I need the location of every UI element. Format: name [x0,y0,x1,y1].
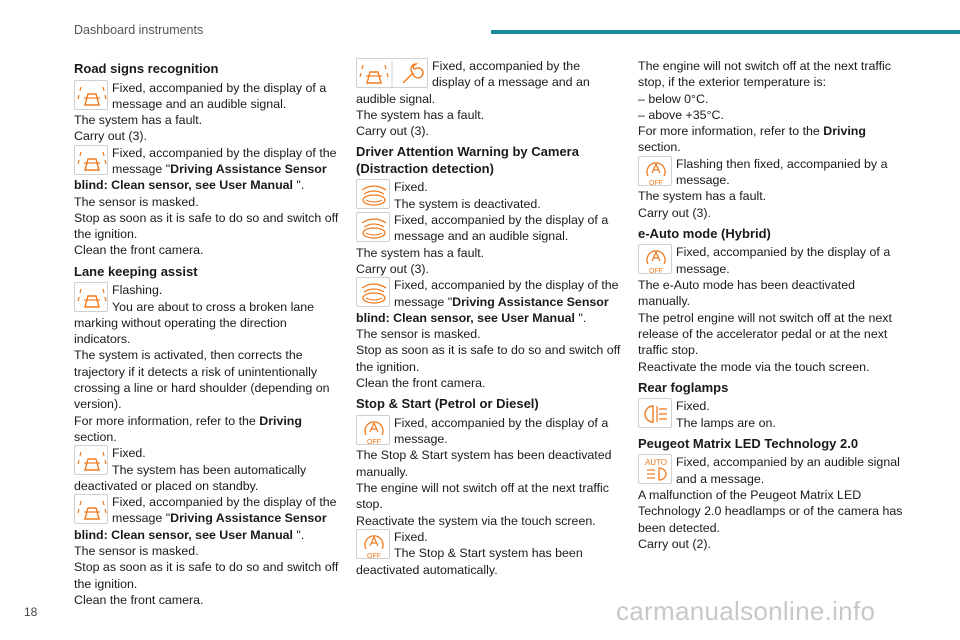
stop-start-off-icon [356,529,390,559]
section-title-stop-start: Stop & Start (Petrol or Diesel) [356,396,539,412]
lane-keeping-warning-icon [74,445,108,475]
e-auto-off-icon [638,244,672,274]
lane-fault-entry: Fixed, accompanied by the display of a message and an audible signal. [356,59,590,106]
attention-entry-masked: Fixed, accompanied by the display of the message "Driving Assistance Sensor blind: Clean sensor, see User Manual ". [356,278,619,325]
section-title-rear-foglamps: Rear foglamps [638,379,729,395]
attention-entry-fault: Fixed, accompanied by the display of a message and an audible signal. [356,212,622,245]
svg-text:AUTO: AUTO [644,458,668,468]
running-header: Dashboard instruments [74,23,204,37]
lane-entry-flashing: Flashing. You are about to cross a broken lane marking without operating the direction indicators. [74,283,315,347]
lane-keeping-warning-icon [74,282,108,312]
matrix-led-auto-icon [638,454,672,484]
eauto-entry: Fixed, accompanied by the display of a message. [638,244,904,277]
page-number: 18 [24,605,38,619]
driver-attention-icon [356,212,390,242]
startstop-entry-auto: Fixed. The Stop & Start system has been deactivated automatically. [356,529,583,577]
road-signs-entry-fault: Fixed, accompanied by the display of a message and an audible signal. [74,80,340,113]
lane-and-wrench-icons [356,58,428,88]
matrix-entry: AUTO Fixed, accompanied by an audible signal and a message. [638,454,904,487]
column-1: Road signs recognition Fixed, accompanied by the display of a message and an audible signal. The system has a fault. Carry out (3). Fixed, accompanied by the display of the message "Driving Assistance Sensor blind: Clean sensor, see User Manual ". The sensor is masked. Stop as soon as it is safe to do so and switch off the ignition. Clean the front camera. Lane keeping assist Flashing. You are about to cross a broken lane marking without operating the direction indicators. The system is activated, then corrects the trajectory if it detects a risk of unintentionally crossing a line or hard shoulder (depending on version). For more information, refer to the Driving section. Fixed. The system has been automatically deactivated or placed on standby. Fixed, accompanied by the display of the message "Driving Assistance Sensor blind: Clean sensor, see User Manual ". The sensor is masked. Stop as soon as it is safe to do so and switch off the ignition. Clean the front camera. [74,61,339,607]
lane-entry-standby: Fixed. The system has been automatically deactivated or placed on standby. [74,446,307,493]
rear-foglamp-icon [638,398,672,428]
stop-start-off-icon [638,156,672,186]
lane-keeping-warning-icon [74,145,108,175]
column-3: The engine will not switch off at the next traffic stop, if the exterior temperature is: – below 0°C. – above +35°C. For more information, refer to the Driving section. Flashing then fixed, accompanied by a message. The system has a fault. Carry out (3). e-Auto mode (Hybrid) Fixed, accompanied by the display of a message. The e-Auto mode has been deactivated manually. The petrol engine will not switch off at the next release of the accelerator pedal or at the next traffic stop. Reactivate the mode via the touch screen. Rear foglamps Fixed. The lamps are on. Peugeot Matrix LED Technology 2.0 AUTO Fixed, accompanied by an audible signal and a message. A malfunction of the Peugeot Matrix LED Technology 2.0 headlamps or of the camera has been detected. Carry out (2). [638,59,903,551]
foglamps-entry: Fixed. The lamps are on. [638,398,904,431]
stop-start-off-icon [356,415,390,445]
driver-attention-icon [356,179,390,209]
road-signs-entry-masked: Fixed, accompanied by the display of the message "Driving Assistance Sensor blind: Clean sensor, see User Manual ". [74,145,337,193]
section-title-lane-keeping: Lane keeping assist [74,263,198,279]
column-2: Fixed, accompanied by the display of a message and an audible signal. The system has a fault. Carry out (3). Driver Attention Warning by Camera (Distraction detection) Fixed. The system is deactivated. Fixed, accompanied by the display of a message and an audible signal. The system has a fault. Carry out (3). Fixed, accompanied by the display of the message "Driving Assistance Sensor blind: Clean sensor, see User Manual ". The sensor is masked. Stop as soon as it is safe to do so and switch off the ignition. Clean the front camera. Stop & Start (Petrol or Diesel) Fixed, accompanied by the display of a message. The Stop & Start system has been deactivated manually. The engine will not switch off at the next traffic stop. Reactivate the system via the touch screen. Fixed. The Stop & Start system has been deactivated automatically. [356,59,621,577]
lane-entry-masked: Fixed, accompanied by the display of the message "Driving Assistance Sensor blind: Clean sensor, see User Manual ". [74,495,337,542]
section-title-e-auto: e-Auto mode (Hybrid) [638,225,771,241]
section-title-road-signs: Road signs recognition [74,61,219,76]
section-title-driver-attention: Driver Attention Warning by Camera (Distraction detection) [356,144,579,176]
attention-entry-deactivated: Fixed. The system is deactivated. [356,179,622,212]
lane-keeping-warning-icon [74,80,108,110]
section-title-matrix-led: Peugeot Matrix LED Technology 2.0 [638,435,859,451]
lane-keeping-warning-icon [74,494,108,524]
watermark: carmanualsonline.info [616,596,876,626]
startstop-entry-fault: Flashing then fixed, accompanied by a message. [638,156,904,189]
startstop-entry-manual: Fixed, accompanied by the display of a message. [356,415,622,448]
driver-attention-icon [356,277,390,307]
header-accent-bar [491,30,960,34]
